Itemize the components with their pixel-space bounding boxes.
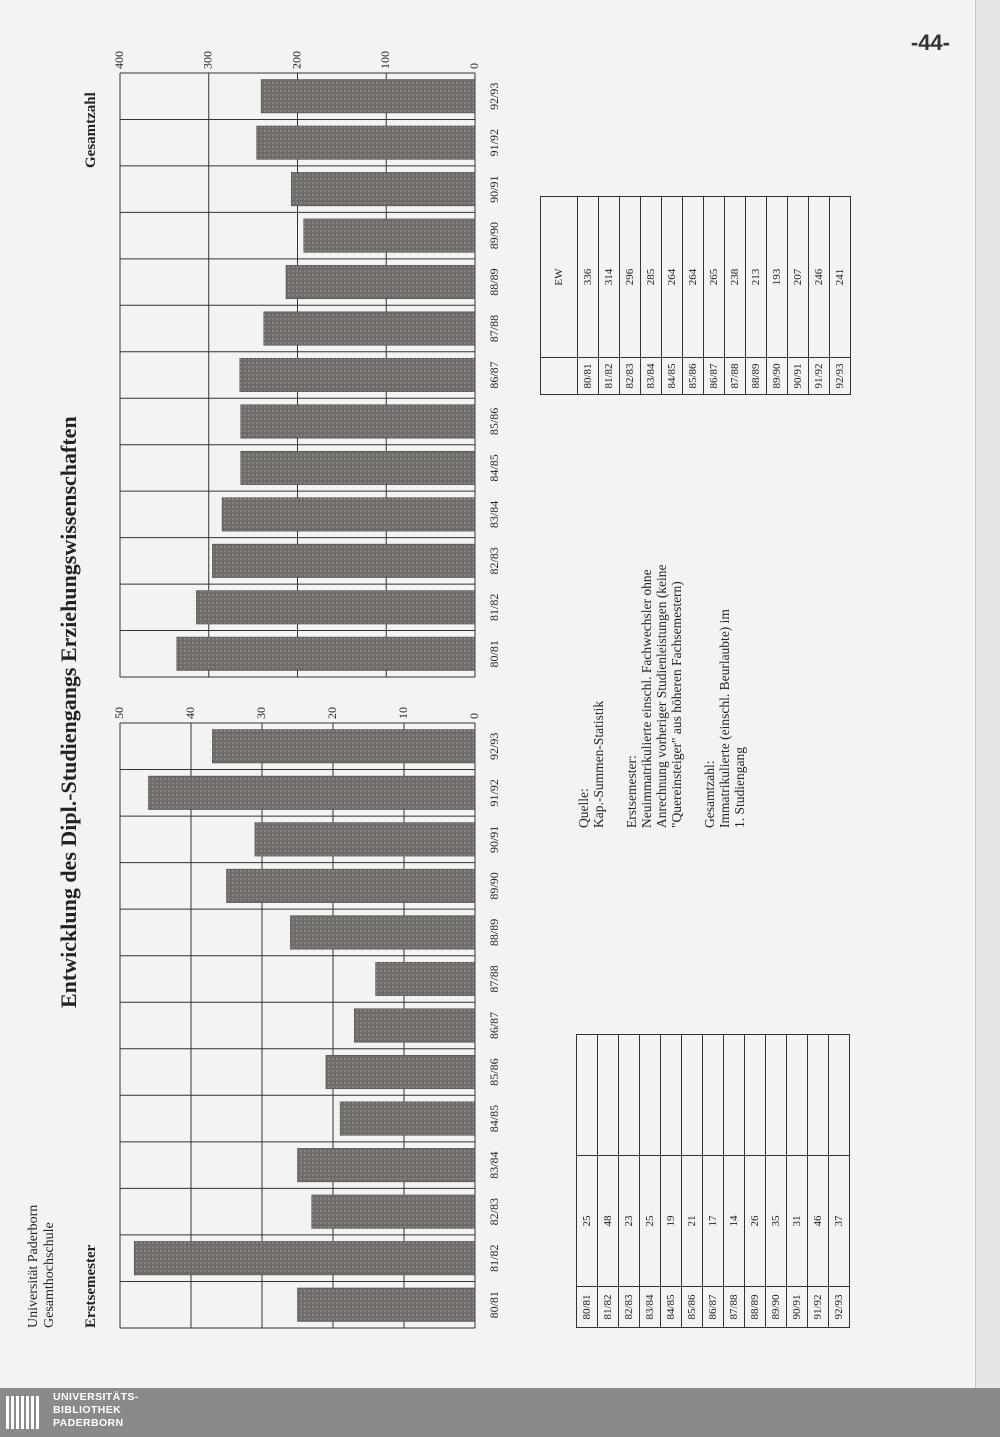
x-tick-label: 80/81 <box>487 1291 501 1319</box>
table-row <box>745 1035 766 1328</box>
table-cell-semester: 82/83 <box>620 358 641 395</box>
data-table-right <box>540 196 851 395</box>
table-cell-semester: 81/82 <box>599 358 620 395</box>
data-table-left <box>576 1034 850 1328</box>
x-tick-label: 80/81 <box>487 640 501 668</box>
x-tick-label: 91/92 <box>487 779 501 807</box>
table-row <box>598 1035 619 1328</box>
x-tick-label: 89/90 <box>487 872 501 900</box>
page-title: Entwicklung des Dipl.-Studiengangs Erziehungswissenschaften <box>56 416 81 1008</box>
table-cell-value: 314 <box>599 197 620 358</box>
table-cell-semester: 88/89 <box>745 1287 766 1328</box>
table-cell-semester: 89/90 <box>767 358 788 395</box>
table-cell-value: 241 <box>830 197 851 358</box>
table-row <box>619 1035 640 1328</box>
y-tick-label: 0 <box>466 63 481 69</box>
bar <box>376 962 475 996</box>
total-line-2: 1. Studiengang <box>732 747 747 828</box>
bar <box>255 823 475 857</box>
table-cell-semester: 92/93 <box>830 358 851 395</box>
table-cell-semester: 91/92 <box>809 358 830 395</box>
y-tick-label: 20 <box>324 707 339 719</box>
table-cell-semester: 80/81 <box>577 1287 598 1328</box>
bar <box>261 80 475 113</box>
table-cell-semester: 83/84 <box>641 358 662 395</box>
bar <box>290 916 475 950</box>
table-cell-empty <box>745 1035 766 1156</box>
bar <box>134 1241 475 1275</box>
chart-title-erstsemester: Erstsemester <box>83 1244 99 1328</box>
table-cell-value: 37 <box>829 1156 850 1287</box>
bar <box>304 219 475 252</box>
table-row <box>704 197 725 395</box>
logo-bar <box>11 1396 14 1429</box>
table-cell-semester: 90/91 <box>787 1287 808 1328</box>
first-sem-line-1: Neuimmatrikulierte einschl. Fachwechsler ohne <box>639 569 654 828</box>
x-tick-label: 85/86 <box>487 1058 501 1086</box>
y-tick-label: 200 <box>289 51 304 69</box>
table-cell-value: 264 <box>683 197 704 358</box>
bar <box>241 405 475 438</box>
chart-gesamtzahl <box>112 51 501 677</box>
footer-line-3: PADERBORN <box>53 1417 124 1429</box>
bar <box>227 869 476 903</box>
table-cell-semester: 89/90 <box>766 1287 787 1328</box>
table-header-row <box>541 197 578 395</box>
table-cell-empty <box>640 1035 661 1156</box>
table-cell-value: 246 <box>809 197 830 358</box>
table-cell-value: 48 <box>598 1156 619 1287</box>
table-row <box>808 1035 829 1328</box>
table-cell-value: 238 <box>725 197 746 358</box>
notes-block <box>576 564 747 828</box>
logo-bar <box>31 1396 34 1429</box>
table-cell-empty <box>808 1035 829 1156</box>
y-tick-label: 10 <box>395 707 410 719</box>
gesamtzahl-table <box>540 196 851 395</box>
x-tick-label: 83/84 <box>487 1151 501 1179</box>
table-cell-empty <box>682 1035 703 1156</box>
table-cell-semester: 80/81 <box>578 358 599 395</box>
table-cell-value: 26 <box>745 1156 766 1287</box>
bar <box>240 358 475 391</box>
total-line-1: Immatrikulierte (einschl. Beurlaubte) im <box>717 609 732 828</box>
first-sem-line-2: Anrechnung vorheriger Studienleistungen (keine <box>654 564 669 828</box>
table-row <box>725 197 746 395</box>
table-cell-semester: 82/83 <box>619 1287 640 1328</box>
page-edge <box>975 0 1000 1388</box>
table-cell-value: 265 <box>704 197 725 358</box>
y-tick-label: 300 <box>200 51 215 69</box>
table-cell-semester: 88/89 <box>746 358 767 395</box>
x-tick-label: 92/93 <box>487 732 501 760</box>
x-tick-label: 90/91 <box>487 175 501 203</box>
table-cell-semester: 81/82 <box>598 1287 619 1328</box>
table-cell-empty <box>598 1035 619 1156</box>
x-tick-label: 86/87 <box>487 1011 501 1040</box>
logo-bar <box>16 1396 19 1429</box>
table-row <box>620 197 641 395</box>
bar <box>222 498 475 531</box>
table-row <box>829 1035 850 1328</box>
table-cell-semester: 90/91 <box>788 358 809 395</box>
bar <box>312 1195 475 1229</box>
table-row <box>599 197 620 395</box>
table-cell-semester: 91/92 <box>808 1287 829 1328</box>
first-sem-label: Erstsemester: <box>624 755 639 828</box>
y-tick-label: 100 <box>378 51 392 69</box>
x-tick-label: 84/85 <box>487 1104 501 1133</box>
table-header-empty <box>541 358 578 395</box>
logo-bar <box>26 1396 29 1429</box>
source-label: Quelle: <box>576 788 591 828</box>
table-cell-value: 25 <box>640 1156 661 1287</box>
table-cell-value: 35 <box>766 1156 787 1287</box>
table-cell-empty <box>829 1035 850 1156</box>
x-tick-label: 92/93 <box>487 82 501 110</box>
table-cell-value: 336 <box>578 197 599 358</box>
bar <box>196 591 475 624</box>
table-row <box>578 197 599 395</box>
chart-title-gesamtzahl: Gesamtzahl <box>83 92 99 168</box>
table-cell-semester: 87/88 <box>724 1287 745 1328</box>
x-tick-label: 87/88 <box>487 314 501 343</box>
bar <box>340 1102 475 1136</box>
table-cell-value: 31 <box>787 1156 808 1287</box>
table-cell-semester: 87/88 <box>725 358 746 395</box>
x-tick-label: 88/89 <box>487 918 501 947</box>
page-number: -44- <box>910 30 950 55</box>
footer-line-1: UNIVERSITÄTS- <box>53 1391 139 1403</box>
bar <box>148 776 475 810</box>
total-label: Gesamtzahl: <box>702 760 717 828</box>
logo-bar <box>21 1396 24 1429</box>
table-row <box>830 197 851 395</box>
table-cell-empty <box>619 1035 640 1156</box>
x-tick-label: 91/92 <box>487 129 501 157</box>
table-row <box>746 197 767 395</box>
table-row <box>682 1035 703 1328</box>
source-value: Kap.-Summen-Statistik <box>591 700 606 828</box>
logo-bar <box>6 1396 9 1429</box>
table-cell-semester: 86/87 <box>703 1287 724 1328</box>
table-cell-value: 19 <box>661 1156 682 1287</box>
table-cell-value: 17 <box>703 1156 724 1287</box>
table-cell-value: 21 <box>682 1156 703 1287</box>
table-row <box>788 197 809 395</box>
bar <box>177 637 475 670</box>
x-tick-label: 82/83 <box>487 1197 501 1226</box>
table-cell-empty <box>766 1035 787 1156</box>
x-tick-label: 86/87 <box>487 361 501 389</box>
table-cell-empty <box>577 1035 598 1156</box>
table-cell-semester: 84/85 <box>662 358 683 395</box>
bar <box>212 544 475 577</box>
x-tick-label: 85/86 <box>487 407 501 436</box>
table-cell-semester: 92/93 <box>829 1287 850 1328</box>
x-tick-label: 89/90 <box>487 221 501 250</box>
table-cell-value: 14 <box>724 1156 745 1287</box>
x-tick-label: 84/85 <box>487 454 501 482</box>
table-row <box>683 197 704 395</box>
table-row <box>767 197 788 395</box>
y-tick-label: 400 <box>111 51 126 69</box>
table-cell-empty <box>787 1035 808 1156</box>
table-cell-empty <box>703 1035 724 1156</box>
table-cell-empty <box>661 1035 682 1156</box>
library-logo-icon <box>6 1396 42 1429</box>
table-row <box>703 1035 724 1328</box>
chart-erstsemester <box>112 707 501 1328</box>
y-tick-label: 50 <box>111 707 126 719</box>
bar <box>298 1288 476 1322</box>
erstsemester-table <box>576 1034 850 1328</box>
logo-bar <box>36 1396 39 1429</box>
table-cell-value: 207 <box>788 197 809 358</box>
institution-line-2: Gesamthochschule <box>42 1222 57 1328</box>
table-cell-empty <box>724 1035 745 1156</box>
table-cell-value: 46 <box>808 1156 829 1287</box>
table-header-ew: EW <box>541 197 578 358</box>
y-tick-label: 30 <box>253 707 268 719</box>
table-cell-value: 193 <box>767 197 788 358</box>
x-tick-label: 81/82 <box>487 1244 501 1272</box>
x-tick-label: 90/91 <box>487 825 501 854</box>
table-cell-semester: 86/87 <box>704 358 725 395</box>
table-cell-value: 25 <box>577 1156 598 1287</box>
footer-bar <box>0 1388 1000 1437</box>
table-row <box>640 1035 661 1328</box>
table-row <box>577 1035 598 1328</box>
bar <box>354 1009 475 1043</box>
table-row <box>787 1035 808 1328</box>
x-tick-label: 81/82 <box>487 593 501 621</box>
table-cell-semester: 83/84 <box>640 1287 661 1328</box>
table-cell-semester: 85/86 <box>682 1287 703 1328</box>
y-tick-label: 40 <box>182 707 197 719</box>
table-cell-value: 285 <box>641 197 662 358</box>
bar <box>212 730 475 764</box>
x-tick-label: 83/84 <box>487 500 501 529</box>
bar <box>264 312 475 345</box>
bar <box>241 451 475 484</box>
bar <box>257 126 475 159</box>
table-row <box>641 197 662 395</box>
x-tick-label: 82/83 <box>487 547 501 575</box>
institution-line-1: Universität Paderborn <box>26 1204 41 1328</box>
table-row <box>662 197 683 395</box>
x-tick-label: 87/88 <box>487 965 501 993</box>
table-row <box>724 1035 745 1328</box>
table-cell-value: 213 <box>746 197 767 358</box>
table-cell-value: 296 <box>620 197 641 358</box>
bar <box>298 1148 476 1182</box>
table-row <box>809 197 830 395</box>
bar <box>286 265 475 298</box>
table-cell-value: 264 <box>662 197 683 358</box>
first-sem-line-3: "Quereinsteiger" aus höheren Fachsemestern) <box>669 581 684 828</box>
bar <box>326 1055 475 1089</box>
table-cell-semester: 85/86 <box>683 358 704 395</box>
bar <box>291 172 475 205</box>
footer-line-2: BIBLIOTHEK <box>53 1404 122 1416</box>
table-cell-value: 23 <box>619 1156 640 1287</box>
x-tick-label: 88/89 <box>487 268 501 296</box>
y-tick-label: 0 <box>466 713 481 719</box>
table-row <box>766 1035 787 1328</box>
table-row <box>661 1035 682 1328</box>
table-cell-semester: 84/85 <box>661 1287 682 1328</box>
